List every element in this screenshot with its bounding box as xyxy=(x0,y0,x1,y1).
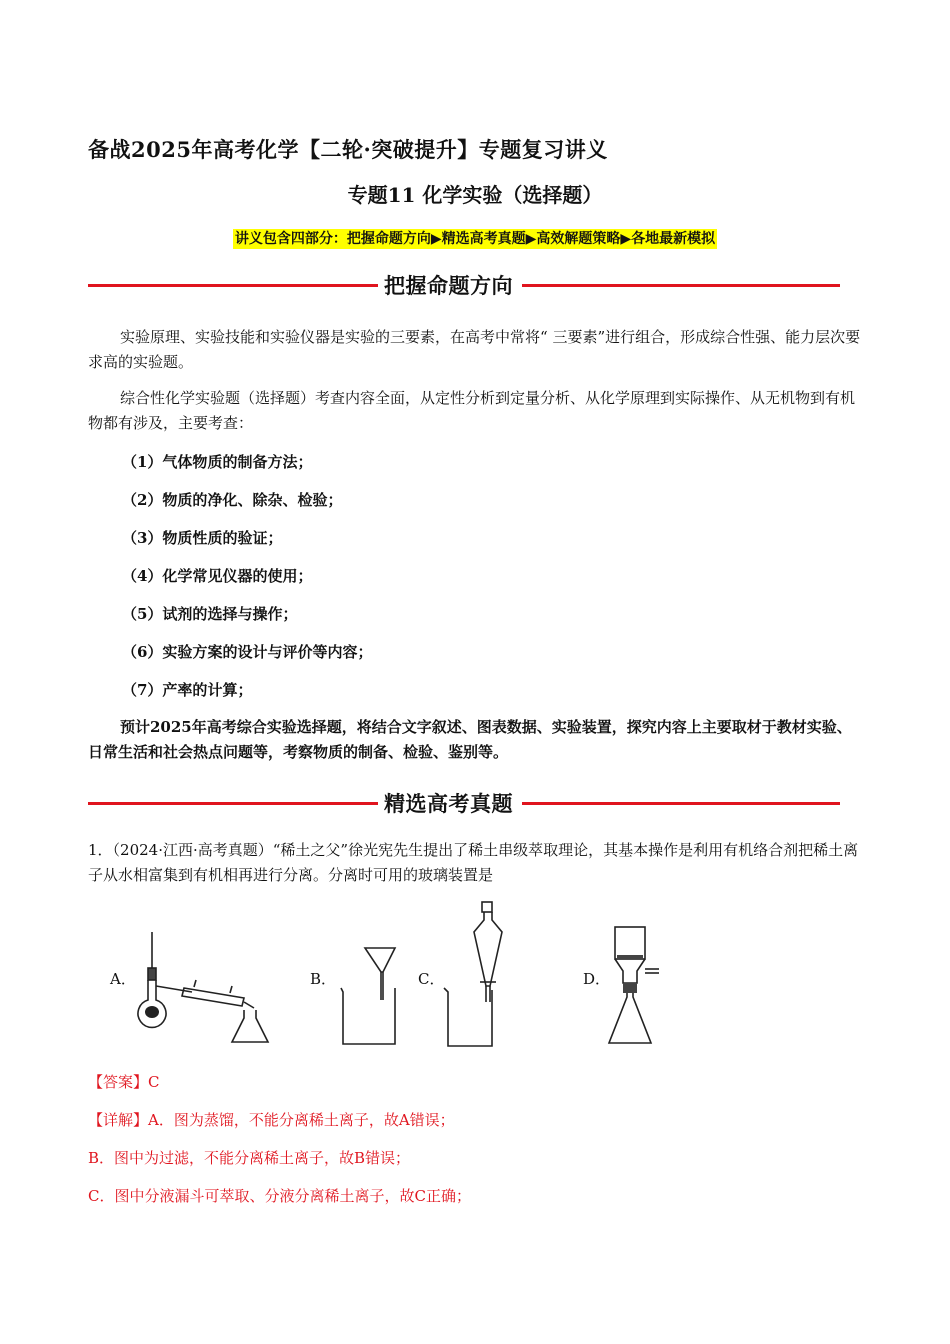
option-label-a: A． xyxy=(110,970,136,988)
separatory-funnel-icon xyxy=(440,898,510,1050)
intro-paragraph-1: 实验原理、实验技能和实验仪器是实验的三要素，在高考中常将“ 三要素”进行组合，形成综合性强、能力层次要求高的实验题。 xyxy=(88,328,861,371)
filtration-apparatus-icon xyxy=(333,940,403,1050)
list-item: （7）产率的计算； xyxy=(122,681,253,699)
list-item: （2）物质的净化、除杂、检验； xyxy=(122,491,343,509)
section-heading-label: 精选高考真题 xyxy=(384,792,513,816)
list-item: （3）物质性质的验证； xyxy=(122,529,283,547)
list-item: （6）实验方案的设计与评价等内容； xyxy=(122,643,373,661)
section-heading-label: 把握命题方向 xyxy=(384,274,513,298)
document-title: 备战2025年高考化学【二轮·突破提升】专题复习讲义 xyxy=(88,137,608,162)
divider-line-left xyxy=(88,284,378,287)
distillation-apparatus-icon xyxy=(132,930,272,1050)
question-stem: 1．（2024·江西·高考真题）“稀土之父”徐光宪先生提出了稀土串级萃取理论，其基本操作是利用有机络合剂把稀土离子从水相富集到有机相再进行分离。分离时可用的玻璃装置是 xyxy=(88,841,859,884)
document-subtitle: 专题11 化学实验（选择题） xyxy=(347,183,603,207)
suction-filtration-icon xyxy=(605,925,667,1050)
option-label-b: B． xyxy=(310,970,337,988)
section-heading-direction xyxy=(88,270,840,300)
answer-line: 【答案】C xyxy=(88,1073,160,1091)
explanation-a: 【详解】A．图为蒸馏，不能分离稀土离子，故A错误； xyxy=(88,1111,455,1129)
forecast-paragraph: 预计2025年高考综合实验选择题，将结合文字叙述、图表数据、实验装置，探究内容上主要取材于教材实验、日常生活和社会热点问题等，考察物质的制备、检验、鉴别等。 xyxy=(88,718,852,761)
list-item: （5）试剂的选择与操作； xyxy=(122,605,298,623)
divider-line-right xyxy=(522,802,840,805)
explanation-c: C．图中分液漏斗可萃取、分液分离稀土离子，故C正确； xyxy=(88,1187,471,1205)
section-heading-exam xyxy=(88,788,840,818)
intro-paragraph-2: 综合性化学实验题（选择题）考查内容全面，从定性分析到定量分析、从化学原理到实际操作、从无机物到有机物都有涉及，主要考查： xyxy=(88,389,856,432)
list-item: （1）气体物质的制备方法； xyxy=(122,453,313,471)
divider-line-right xyxy=(522,284,840,287)
option-label-c: C． xyxy=(418,970,445,988)
list-item: （4）化学常见仪器的使用； xyxy=(122,567,313,585)
option-label-d: D． xyxy=(583,970,611,988)
divider-line-left xyxy=(88,802,378,805)
explanation-b: B．图中为过滤，不能分离稀土离子，故B错误； xyxy=(88,1149,411,1167)
banner-text: 讲义包含四部分：把握命题方向▶精选高考真题▶高效解题策略▶各地最新模拟 xyxy=(234,231,716,247)
highlight-banner xyxy=(0,228,950,248)
